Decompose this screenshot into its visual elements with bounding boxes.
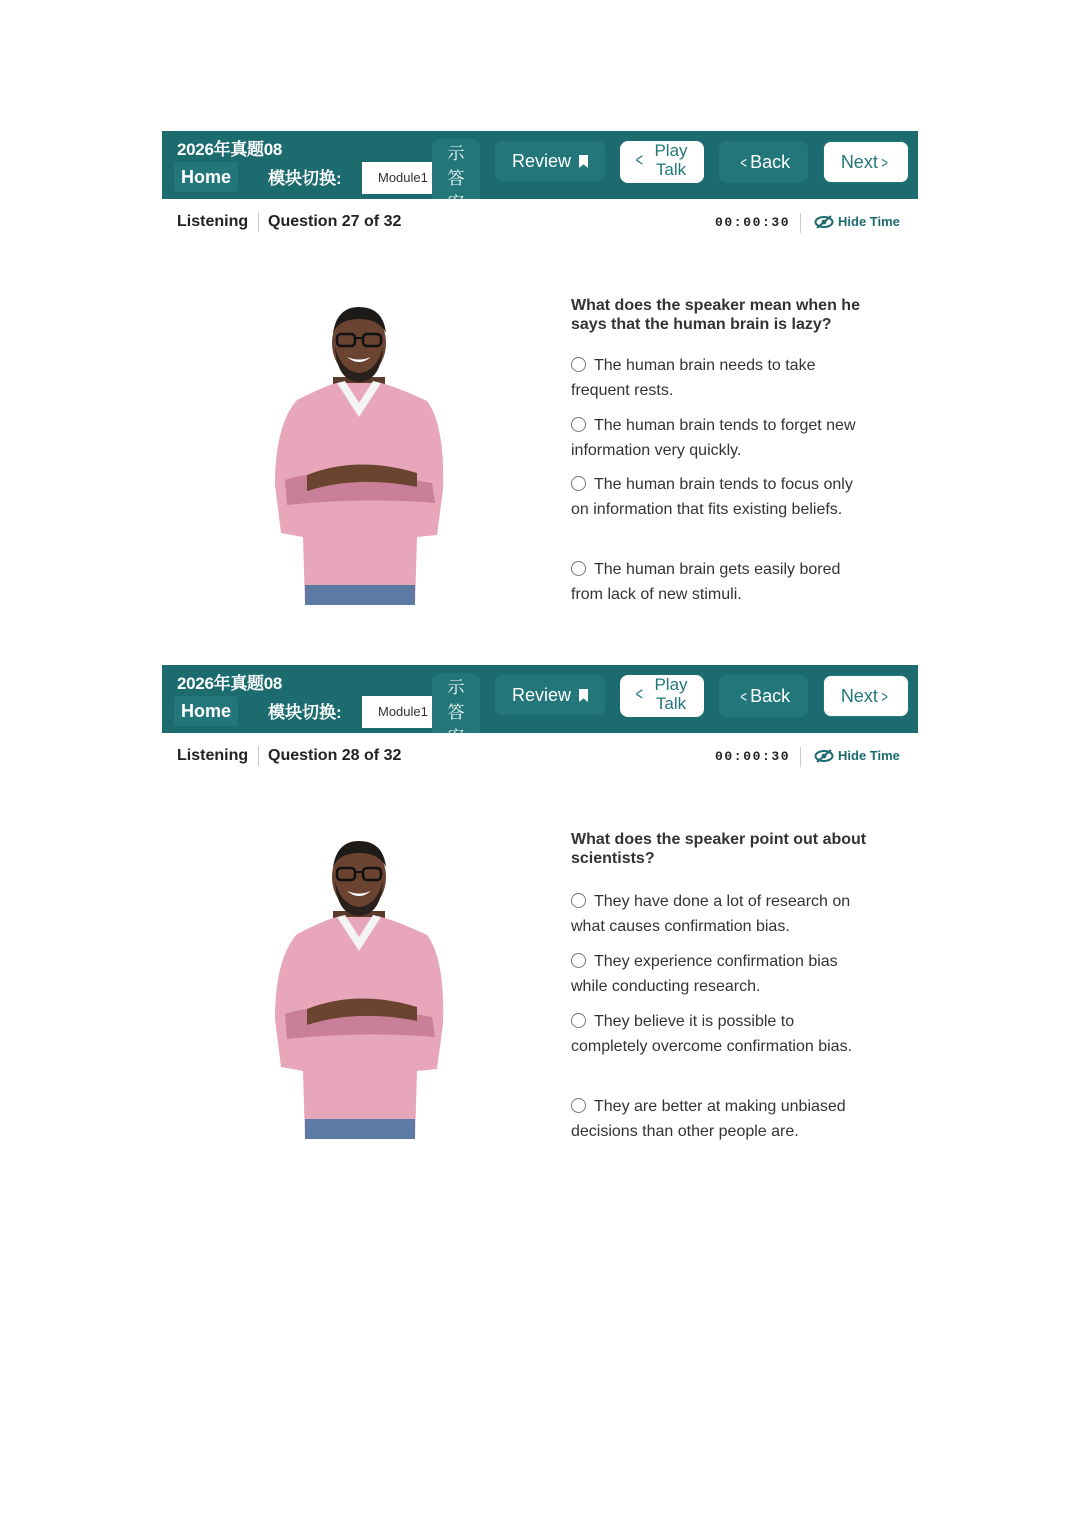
play-talk-label-1: Play — [654, 675, 688, 694]
eye-slash-icon — [814, 749, 834, 763]
home-button[interactable]: Home — [174, 162, 238, 192]
module-select[interactable]: Module1 — [362, 162, 432, 194]
radio-button[interactable] — [571, 417, 586, 432]
review-button[interactable] — [495, 141, 605, 181]
radio-button[interactable] — [571, 953, 586, 968]
answer-option[interactable] — [571, 1094, 871, 1144]
radio-button[interactable] — [571, 1013, 586, 1028]
chevron-left-icon: < — [635, 150, 643, 170]
play-talk-label-2: Talk — [655, 160, 687, 179]
answer-option[interactable] — [571, 413, 871, 463]
play-talk-button[interactable] — [620, 675, 704, 717]
question-counter: Question 28 of 32 — [268, 747, 402, 764]
option-text: The human brain tends to forget new information very quickly. — [571, 417, 856, 459]
divider — [800, 747, 801, 767]
play-talk-label-1: Play — [654, 141, 688, 160]
hide-time-label: Hide Time — [838, 214, 900, 229]
play-talk-button[interactable] — [620, 141, 704, 183]
chevron-left-icon: < — [635, 684, 643, 704]
speaker-photo — [267, 839, 452, 1139]
answer-option[interactable] — [571, 472, 871, 522]
option-text: The human brain tends to focus only on information that fits existing beliefs. — [571, 476, 853, 518]
chevron-left-icon: < — [740, 155, 747, 172]
back-button[interactable] — [719, 141, 808, 183]
question-text: What does the speaker point out about scientists? — [571, 831, 867, 867]
show-answer-label-2: 答 — [447, 169, 465, 188]
exam-screen-2 — [162, 665, 918, 1145]
radio-button[interactable] — [571, 357, 586, 372]
radio-button[interactable] — [571, 476, 586, 491]
answer-option[interactable] — [571, 353, 871, 403]
section-label: Listening — [177, 213, 249, 230]
play-talk-label-2: Talk — [655, 694, 687, 713]
show-answer-label-1: 示 — [447, 144, 465, 163]
question-counter: Question 27 of 32 — [268, 213, 402, 230]
chevron-right-icon: > — [881, 689, 888, 706]
chevron-right-icon: > — [881, 155, 888, 172]
back-label: Back — [750, 152, 791, 172]
chevron-left-icon: < — [740, 689, 747, 706]
timer: 00:00:30 — [715, 215, 791, 230]
show-answer-label-3: 案 — [447, 728, 465, 747]
module-switch-label: 模块切换: — [268, 703, 342, 722]
divider — [800, 213, 801, 233]
home-button[interactable]: Home — [174, 696, 238, 726]
hide-time-button[interactable] — [814, 748, 900, 763]
review-button[interactable] — [495, 675, 605, 715]
status-bar — [162, 733, 918, 779]
answer-option[interactable] — [571, 949, 871, 999]
top-toolbar — [162, 665, 918, 747]
option-text: The human brain needs to take frequent rests. — [571, 357, 816, 399]
show-answer-button[interactable] — [432, 139, 480, 213]
radio-button[interactable] — [571, 1098, 586, 1113]
option-text: They experience confirmation bias while conducting research. — [571, 953, 838, 995]
review-label: Review — [511, 151, 572, 171]
divider — [258, 746, 259, 766]
exam-title: 2026年真题08 — [177, 674, 283, 693]
bookmark-icon — [579, 689, 588, 702]
hide-time-button[interactable] — [814, 214, 900, 229]
show-answer-label-1: 示 — [447, 678, 465, 697]
exam-title: 2026年真题08 — [177, 140, 283, 159]
divider — [258, 212, 259, 232]
option-text: The human brain gets easily bored from lack of new stimuli. — [571, 561, 841, 603]
option-text: They believe it is possible to completely overcome confirmation bias. — [571, 1013, 853, 1055]
next-label: Next — [840, 686, 878, 706]
eye-slash-icon — [814, 215, 834, 229]
back-button[interactable] — [719, 675, 808, 717]
timer: 00:00:30 — [715, 749, 791, 764]
radio-button[interactable] — [571, 561, 586, 576]
review-label: Review — [511, 685, 572, 705]
bookmark-icon — [579, 155, 588, 168]
answer-option[interactable] — [571, 889, 871, 939]
next-button[interactable] — [823, 675, 909, 717]
option-text: They have done a lot of research on what causes confirmation bias. — [571, 893, 851, 935]
show-answer-button[interactable] — [432, 673, 480, 747]
question-text: What does the speaker mean when he says that the human brain is lazy? — [571, 297, 860, 333]
answer-option[interactable] — [571, 1009, 871, 1059]
back-label: Back — [750, 686, 791, 706]
speaker-photo — [267, 305, 452, 605]
show-answer-label-2: 答 — [447, 703, 465, 722]
hide-time-label: Hide Time — [838, 748, 900, 763]
answer-option[interactable] — [571, 557, 871, 607]
exam-screen-1 — [162, 131, 918, 611]
show-answer-label-3: 案 — [447, 194, 465, 213]
module-select[interactable]: Module1 — [362, 696, 432, 728]
top-toolbar — [162, 131, 918, 213]
status-bar — [162, 199, 918, 245]
next-label: Next — [840, 152, 878, 172]
radio-button[interactable] — [571, 893, 586, 908]
module-switch-label: 模块切换: — [268, 169, 342, 188]
section-label: Listening — [177, 747, 249, 764]
next-button[interactable] — [823, 141, 909, 183]
option-text: They are better at making unbiased decisions than other people are. — [571, 1098, 846, 1140]
